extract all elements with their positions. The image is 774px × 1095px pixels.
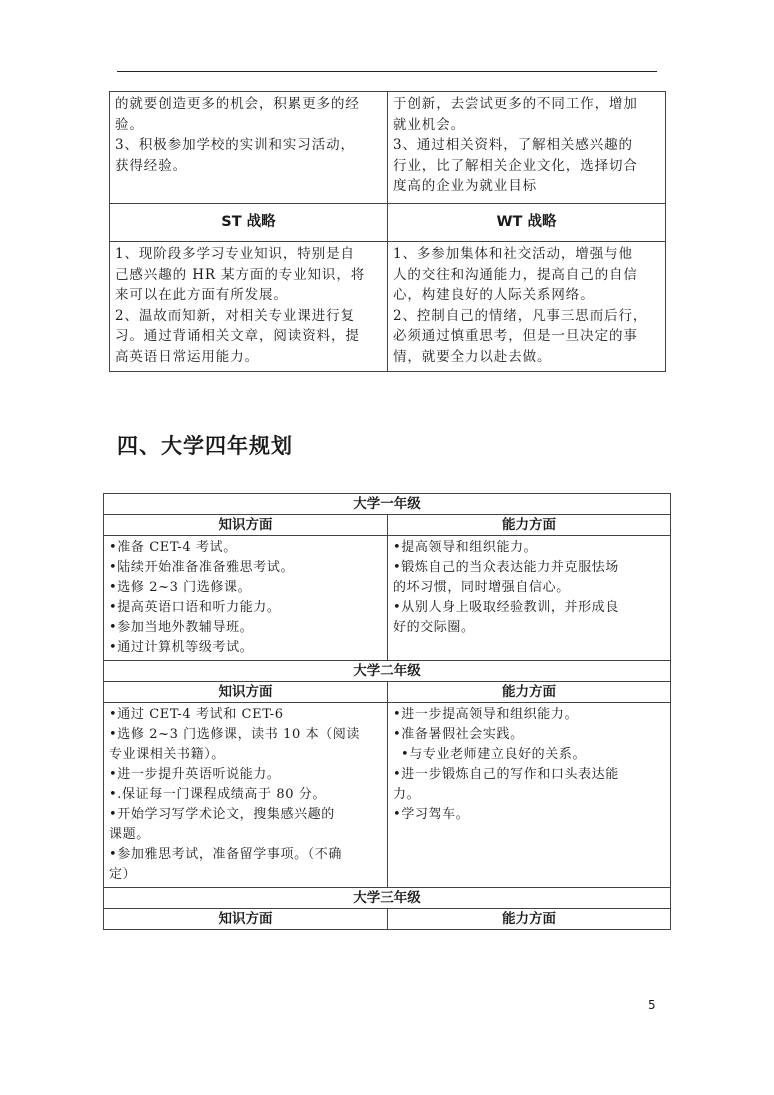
section-title: 四、大学四年规划	[117, 434, 293, 458]
text-line: 2、控制自己的情绪，凡事三思而后行，	[393, 307, 648, 324]
text-line: 的就要创造更多的机会，积累更多的经	[115, 96, 360, 112]
ability-column-header: 能力方面	[388, 515, 671, 536]
list-item: •学习驾车。	[393, 807, 470, 822]
knowledge-column-header: 知识方面	[104, 909, 388, 930]
swot-strategy-table	[109, 91, 666, 372]
text-line: 获得经验。	[115, 157, 187, 174]
list-item: •通过计算机等级考试。	[109, 640, 254, 655]
text-line: 习。通过背诵相关文章，阅读资料，提	[115, 328, 360, 344]
swot-continued-left-cell	[110, 92, 388, 204]
list-item: •提高英语口语和听力能力。	[109, 600, 281, 615]
text-line: 就业机会。	[393, 116, 465, 133]
text-line: 心，构建良好的人际关系网络。	[393, 287, 595, 303]
header-rule	[117, 71, 657, 72]
list-item: •准备暑假社会实践。	[393, 727, 524, 742]
st-strategy-heading: ST 战略	[110, 204, 388, 242]
text-line: 1、多参加集体和社交活动，增强与他	[393, 246, 633, 262]
swot-continued-right-cell	[388, 92, 666, 204]
text-line: 行业，比了解相关企业文化，选择切合	[393, 157, 638, 174]
wt-strategy-cell	[388, 242, 666, 372]
wt-strategy-heading: WT 战略	[388, 204, 666, 242]
list-item: •进一步提升英语听说能力。	[109, 767, 281, 782]
text-line: 己感兴趣的 HR 某方面的专业知识，将	[115, 266, 366, 283]
year-2-knowledge-cell	[104, 703, 388, 888]
year-1-ability-cell	[388, 536, 671, 661]
text-line: 情，就要全力以赴去做。	[393, 348, 552, 365]
list-item: •从别人身上吸取经验教训，并形成良	[393, 600, 619, 615]
list-item: •参加雅思考试，准备留学事项。（不确	[109, 847, 342, 862]
list-item: •锻炼自己的当众表达能力并克服怯场	[393, 560, 619, 575]
text-line: 3、通过相关资料，了解相关感兴趣的	[393, 137, 633, 153]
list-item: •.保证每一门课程成绩高于 80 分。	[109, 787, 327, 802]
list-item: •选修 2~3 门选修课。	[109, 580, 252, 595]
st-strategy-cell	[110, 242, 388, 372]
list-item: 课题。	[109, 827, 150, 842]
list-item: •与专业老师建立良好的关系。	[401, 747, 587, 762]
list-item: •进一步锻炼自己的写作和口头表达能	[393, 767, 619, 782]
year-2-heading: 大学二年级	[104, 661, 671, 682]
text-line: 人的交往和沟通能力，提高自己的自信	[393, 266, 638, 283]
text-line: 必须通过慎重思考，但是一旦决定的事	[393, 328, 638, 344]
year-3-heading: 大学三年级	[104, 888, 671, 909]
list-item: •进一步提高领导和组织能力。	[393, 707, 579, 722]
list-item: •提高领导和组织能力。	[393, 540, 538, 555]
list-item: •准备 CET-4 考试。	[109, 540, 237, 555]
list-item: 力。	[393, 787, 421, 802]
list-item: 专业课相关书籍）。	[109, 747, 225, 762]
text-line: 度高的企业为就业目标	[393, 178, 537, 194]
ability-column-header: 能力方面	[388, 682, 671, 703]
list-item: •开始学习写学术论文，搜集感兴趣的	[109, 807, 335, 822]
list-item: 好的交际圈。	[393, 620, 475, 635]
text-line: 于创新，去尝试更多的不同工作，增加	[393, 96, 638, 112]
text-line: 来可以在此方面有所发展。	[115, 287, 288, 303]
four-year-plan-table	[103, 493, 671, 930]
text-line: 1、现阶段多学习专业知识，特别是自	[115, 246, 355, 262]
text-line: 验。	[115, 116, 144, 133]
year-2-ability-cell	[388, 703, 671, 888]
text-line: 高英语日常运用能力。	[115, 348, 259, 365]
knowledge-column-header: 知识方面	[104, 682, 388, 703]
list-item: •陆续开始准备准备雅思考试。	[109, 560, 295, 575]
year-1-heading: 大学一年级	[104, 494, 671, 515]
list-item: •通过 CET-4 考试和 CET-6	[109, 707, 284, 722]
list-item: •参加当地外教辅导班。	[109, 620, 254, 635]
knowledge-column-header: 知识方面	[104, 515, 388, 536]
list-item: 的坏习惯，同时增强自信心。	[393, 580, 570, 595]
text-line: 2、温故而知新，对相关专业课进行复	[115, 307, 355, 324]
list-item: 定）	[109, 867, 137, 882]
list-item: •选修 2~3 门选修课，读书 10 本（阅读	[109, 727, 360, 742]
year-1-knowledge-cell	[104, 536, 388, 661]
ability-column-header: 能力方面	[388, 909, 671, 930]
page-number: 5	[648, 998, 656, 1012]
text-line: 3、积极参加学校的实训和实习活动，	[115, 137, 355, 153]
